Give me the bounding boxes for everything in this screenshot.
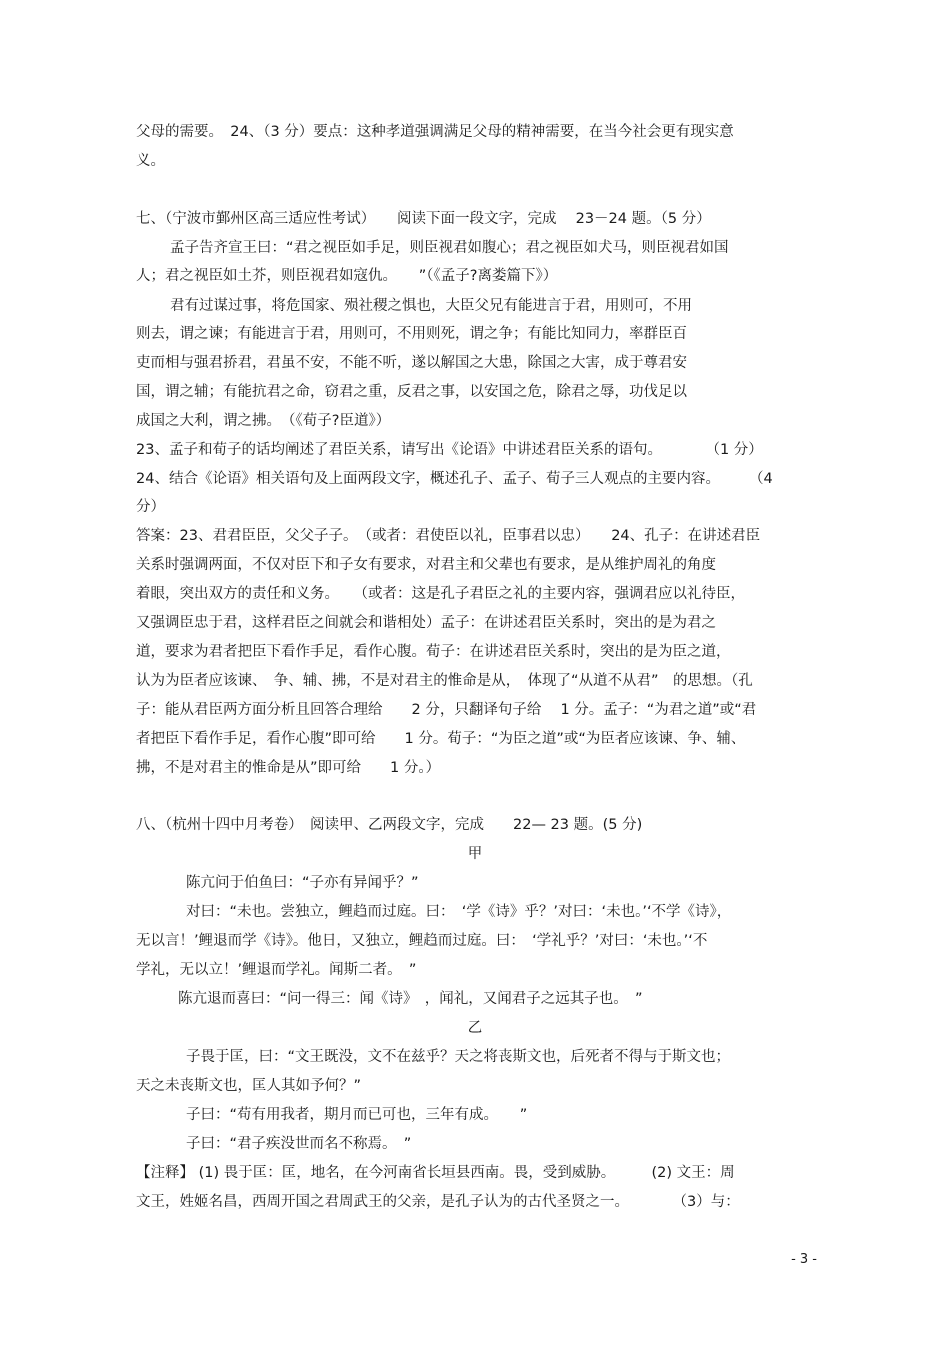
passage-line: 则去，谓之谏；有能进言于君，用则可，不用则死，谓之争；有能比知同力，率群臣百 xyxy=(136,326,687,342)
section-heading: 七、（宁波市鄞州区高三适应性考试） 阅读下面一段文字，完成 23－24 题。（5 分） xyxy=(136,211,711,227)
answer-line: 答案：23、君君臣臣，父父子子。 （或者：君使臣以礼，臣事君以忠） 24、孔子：在讲述君臣 xyxy=(136,528,761,544)
annotation-line: 文王，姓姬名昌，西周开国之君周武王的父亲，是孔子认为的古代圣贤之一。 （3）与： xyxy=(136,1194,740,1210)
answer-line: 者把臣下看作手足，看作心腹”即可给 1 分。荀子：“为臣之道”或“为臣者应该谏、争、辅、 xyxy=(136,731,746,747)
answer-line: 关系时强调两面，不仅对臣下和子女有要求，对君主和父辈也有要求，是从维护周礼的角度 xyxy=(136,557,716,573)
passage-line: 陈亢退而喜曰：“问一得三：闻《诗》 ，闻礼，又闻君子之远其子也。 ” xyxy=(178,991,643,1007)
passage-line: 国，谓之辅；有能抗君之命，窃君之重，反君之事，以安国之危，除君之辱，功伐足以 xyxy=(136,384,687,400)
passage-line: 学礼，无以立！’鲤退而学礼。闻斯二者。 ” xyxy=(136,962,417,978)
question-23: 23、孟子和荀子的话均阐述了君臣关系，请写出《论语》中讲述君臣关系的语句。 （1 分） xyxy=(136,442,763,458)
passage-line: 成国之大利，谓之拂。 （《荀子?臣道》） xyxy=(136,413,391,429)
page-number: - 3 - xyxy=(791,1252,817,1267)
annotation-line: 【注释】 (1) 畏于匡：匡，地名，在今河南省长垣县西南。畏，受到威胁。 (2) 文王：周 xyxy=(136,1165,735,1181)
passage-line: 子曰：“苟有用我者，期月而已可也，三年有成。 ” xyxy=(186,1107,528,1123)
answer-line: 又强调臣忠于君，这样君臣之间就会和谐相处）孟子：在讲述君臣关系时，突出的是为君之 xyxy=(136,615,716,631)
answer-line: 子：能从君臣两方面分析且回答合理给 2 分，只翻译句子给 1 分。孟子：“为君之道”或“君 xyxy=(136,702,757,718)
passage-line: 孟子告齐宣王曰：“君之视臣如手足，则臣视君如腹心；君之视臣如犬马，则臣视君如国 xyxy=(170,240,729,256)
passage-line: 子畏于匡，曰：“文王既没，文不在兹乎？天之将丧斯文也，后死者不得与于斯文也； xyxy=(186,1049,731,1065)
question-24: 24、结合《论语》相关语句及上面两段文字，概述孔子、孟子、荀子三人观点的主要内容。 （4 xyxy=(136,471,773,487)
passage-heading-yi: 乙 xyxy=(467,1020,483,1036)
passage-line: 吏而相与强君挢君，君虽不安，不能不听，遂以解国之大患，除国之大害，成于尊君安 xyxy=(136,355,687,371)
passage-line: 无以言！’鲤退而学《诗》。他日，又独立，鲤趋而过庭。曰： ‘学礼乎？’对曰：‘未也。’‘不 xyxy=(136,933,708,949)
answer-line: 拂，不是对君主的惟命是从”即可给 1 分。） xyxy=(136,760,441,776)
question-24: 分） xyxy=(136,499,165,515)
passage-line: 陈亢问于伯鱼曰：“子亦有异闻乎？” xyxy=(186,875,419,891)
answer-24-line: 父母的需要。 24、（3 分）要点：这种孝道强调满足父母的精神需要，在当今社会更有现实意 xyxy=(136,124,734,140)
passage-line: 人；君之视臣如土芥，则臣视君如寇仇。 ”（《孟子?离娄篇下》） xyxy=(136,268,558,284)
passage-line: 对曰：“未也。尝独立，鲤趋而过庭。曰： ‘学《诗》乎？’对曰：‘未也。’‘不学《诗》， xyxy=(186,904,732,920)
passage-line: 君有过谋过事，将危国家、殒社稷之惧也，大臣父兄有能进言于君，用则可，不用 xyxy=(170,298,692,314)
passage-heading-jia: 甲 xyxy=(467,846,483,862)
section-heading: 八、（杭州十四中月考卷） 阅读甲、乙两段文字，完成 22— 23 题。(5 分) xyxy=(136,817,643,833)
answer-24-line: 义。 xyxy=(136,153,165,169)
passage-line: 天之未丧斯文也，匡人其如予何？” xyxy=(136,1078,362,1094)
answer-line: 认为为臣者应该谏、 争、辅、拂，不是对君主的惟命是从， 体现了“从道不从君” 的思想。（孔 xyxy=(136,673,753,689)
answer-line: 道，要求为君者把臣下看作手足，看作心腹。荀子：在讲述君臣关系时，突出的是为臣之道， xyxy=(136,644,731,660)
answer-line: 着眼，突出双方的责任和义务。 （或者：这是孔子君臣之礼的主要内容，强调君应以礼待臣， xyxy=(136,586,745,602)
passage-line: 子曰：“君子疾没世而名不称焉。 ” xyxy=(186,1136,412,1152)
